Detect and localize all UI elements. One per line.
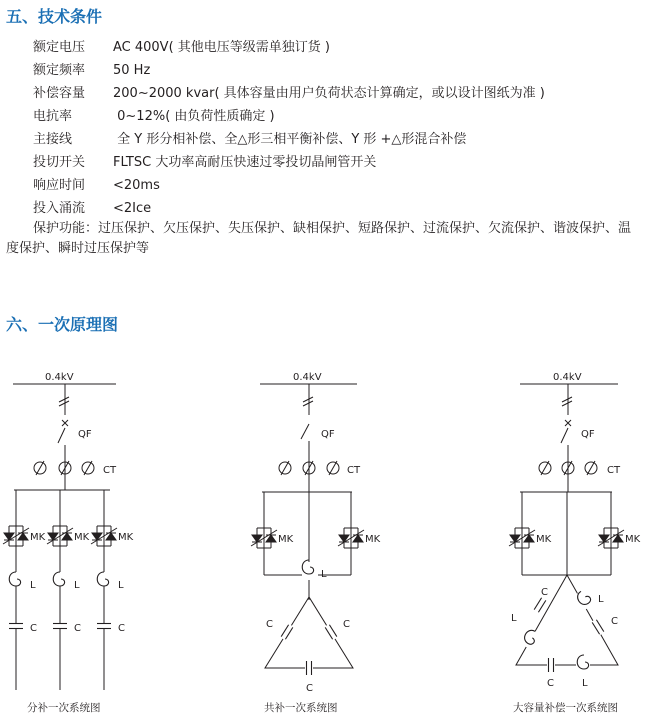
mk-label: MK: [118, 532, 134, 543]
svg-text:C: C: [611, 616, 618, 627]
section-6-title: 六、一次原理图: [6, 315, 119, 334]
spec-label: 补偿容量: [33, 86, 86, 101]
qf-label: QF: [581, 429, 595, 440]
spec-value: 200~2000 kvar( 具体容量由用户负荷状态计算确定，或以设计图纸为准 ): [113, 86, 545, 101]
svg-text:C: C: [266, 619, 273, 630]
diagram-split-compensation: [3, 372, 134, 714]
svg-text:L: L: [511, 613, 517, 624]
spec-value: <2Ice: [113, 201, 152, 216]
spec-value: 全 Y 形分相补偿、全△形三相平衡补偿、Y 形 +△形混合补偿: [113, 132, 467, 147]
mk-label: MK: [365, 534, 381, 545]
svg-text:L: L: [598, 594, 604, 605]
ct-label: CT: [103, 465, 117, 476]
spec-label: 投入涌流: [33, 201, 86, 216]
c-label: C: [306, 683, 313, 694]
qf-label: QF: [321, 429, 335, 440]
bus-voltage-label: 0.4kV: [45, 372, 74, 383]
svg-text:C: C: [74, 623, 81, 634]
c-label: C: [118, 623, 125, 634]
bus-voltage-label: 0.4kV: [553, 372, 582, 383]
bus-voltage-label: 0.4kV: [293, 372, 322, 383]
diagram-caption: 共补一次系统图: [264, 702, 338, 714]
spec-value: AC 400V( 其他电压等级需单独订货 ): [113, 40, 330, 55]
qf-label: QF: [78, 429, 92, 440]
svg-text:MK: MK: [74, 532, 90, 543]
spec-value: FLTSC 大功率高耐压快速过零投切晶闸管开关: [113, 155, 377, 170]
svg-text:C: C: [343, 619, 350, 630]
spec-label: 响应时间: [33, 178, 86, 193]
diagram-caption: 分补一次系统图: [27, 702, 101, 714]
svg-text:MK: MK: [536, 534, 552, 545]
section-5-title: 五、技术条件: [6, 7, 103, 26]
diagram-common-compensation: [251, 372, 381, 714]
spec-value: 0~12%( 由负荷性质确定 ): [113, 109, 275, 124]
ct-label: CT: [607, 465, 621, 476]
svg-text:L: L: [74, 580, 80, 591]
spec-label: 额定频率: [33, 63, 86, 78]
l-label: L: [118, 580, 124, 591]
svg-text:MK: MK: [278, 534, 294, 545]
diagram-large-capacity-compensation: [509, 372, 641, 714]
ct-label: CT: [347, 465, 361, 476]
l-label: L: [321, 569, 327, 580]
spec-label: 投切开关: [33, 155, 86, 170]
diagram-caption: 大容量补偿一次系统图: [513, 702, 618, 714]
l-label: L: [582, 678, 588, 689]
spec-value: 50 Hz: [113, 63, 151, 78]
spec-value: <20ms: [113, 178, 160, 193]
c-label: C: [547, 678, 554, 689]
svg-text:L: L: [30, 580, 36, 591]
protection-functions: 保护功能：过压保护、欠压保护、失压保护、缺相保护、短路保护、过流保护、欠流保护、谐波保护、温度保护、瞬时过压保护等: [6, 221, 632, 256]
spec-label: 电抗率: [33, 109, 73, 124]
svg-text:C: C: [30, 623, 37, 634]
spec-label: 额定电压: [33, 40, 86, 55]
spec-label: 主接线: [33, 132, 73, 147]
svg-text:C: C: [541, 587, 548, 598]
mk-label: MK: [625, 534, 641, 545]
svg-text:MK: MK: [30, 532, 46, 543]
